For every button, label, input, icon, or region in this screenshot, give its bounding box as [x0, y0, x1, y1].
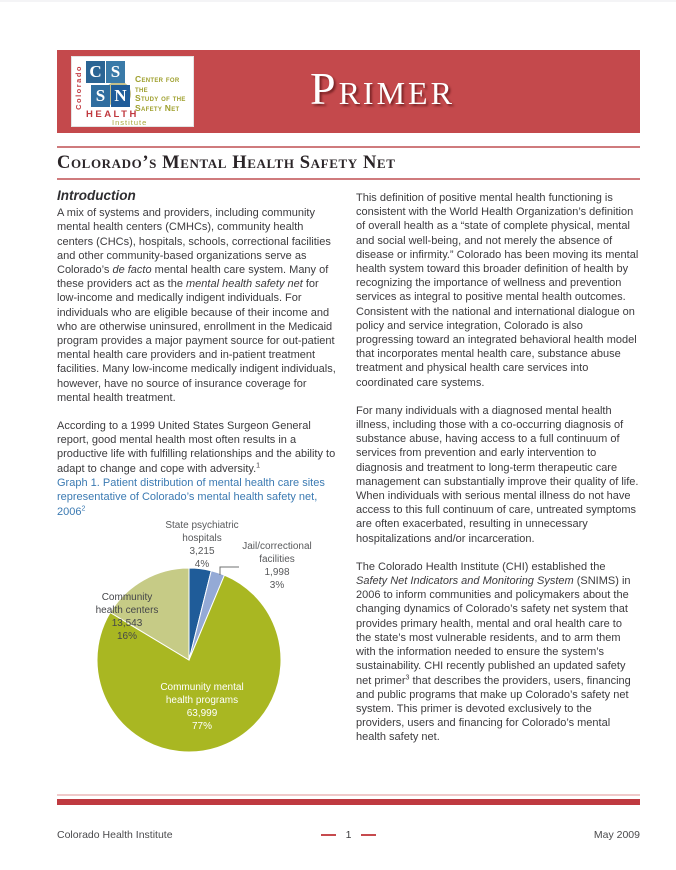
intro-paragraph-1: A mix of systems and providers, including community mental health centers (CMHCs), community health centers (CHCs), hospitals, schools, correctional facilities and other community-based organizations serve as Colorado’s de facto mental health care system. Many of these providers act as the mental health safety net for low-income and medically indigent individuals. For individuals who are eligible because of their income and who are otherwise uninsured, enrollment in the Medicaid program provides a major payment source for out-patient mental health care providers and in-patient treatment facilities. Many low-income medically indigent individuals, however, have no source of insurance coverage for mental health treatment.: [57, 207, 336, 404]
page-title: Colorado’s Mental Health Safety Net: [57, 153, 396, 173]
chi-cssn-logo: [72, 57, 193, 126]
left-column: [57, 189, 340, 794]
logo-letter-s1: S: [106, 61, 125, 83]
pie-slice-label: health programs: [165, 695, 239, 707]
patient-distribution-pie-chart: [57, 519, 339, 769]
pie-slice-label: 3%: [269, 580, 285, 592]
logo-letter-c: C: [86, 61, 105, 83]
logo-letter-n: N: [111, 85, 130, 107]
pie-slice-label: Community: [101, 592, 153, 604]
page-footer: [57, 829, 640, 841]
graph-1-caption: Graph 1. Patient distribution of mental health care sites representative of Colorado’s mental health safety net, 2006$^2$: [57, 476, 325, 518]
pie-slice-label: 1,998: [264, 567, 290, 579]
cssn-mark-icon: [85, 61, 131, 109]
logo-center-line: Safety Net: [135, 102, 180, 113]
body-paragraph-continuum: For many individuals with a diagnosed mental health illness, including those with a co-occurring diagnosis of substance abuse, having access to a full continuum of services from prevention and early intervention to diagnosis and treatment to long-term therapeutic care management can substantially improve their quality of life. When individuals with serious mental illness do not have access to this full continuum of care, untreated symptoms are often exacerbated, resulting in unnecessary hospitalizations and/or incarceration.: [356, 404, 639, 545]
logo-center-study-text: [135, 75, 193, 113]
footer-date: May 2009: [593, 829, 640, 841]
title-rule-bottom: [57, 178, 640, 180]
pie-slice-label: 77%: [191, 721, 213, 733]
footer-rule-thin: [57, 794, 640, 796]
pie-slice-label: 4%: [194, 559, 210, 571]
body-paragraph-who-definition: This definition of positive mental health functioning is consistent with the World Health Organization’s definition of overall health as a “state of complete physical, mental and social well-being, and not merely the absence of disease or infirmity.” Colorado has been moving its mental health system toward this broader definition of health by recognizing the importance of wellness and prevention services as integral to positive mental health outcomes. Consistent with the national and international dialogue on policy and service integration, Colorado is also progressing toward an integrated behavioral health model that incorporates mental health care, substance abuse treatment and physical health care services into coordinated care systems.: [356, 192, 639, 389]
footer-organization: Colorado Health Institute: [57, 829, 173, 841]
pie-slice-label: 3,215: [189, 546, 215, 558]
logo-institute-text: Institute: [112, 118, 148, 127]
logo-health-text: HEALTH: [86, 109, 139, 120]
pie-slice-label: facilities: [259, 554, 295, 566]
logo-colorado-vertical-text: Colorado: [74, 65, 83, 110]
page-number-dash-left: [321, 834, 336, 836]
page-number-dash-right: [361, 834, 376, 836]
pie-slice-label: 16%: [116, 631, 138, 643]
pie-slice-label: 13,543: [111, 618, 143, 630]
body-paragraph-chi-snims: The Colorado Health Institute (CHI) established the Safety Net Indicators and Monitoring System (SNIMS) in 2006 to inform communities and policymakers about the changing dynamics of Colorado’s safety net system that provides primary health, mental and oral health care to the state’s most vulnerable residents, and to arm them with the information needed to ensure the system’s sustainability. CHI recently published an updated safety net primer$^3$ that describes the providers, users, financing and public programs that make up Colorado’s safety net system. This primer is devoted exclusively to the providers, users and financing for Colorado’s mental health safety net.: [356, 560, 631, 744]
pie-slice-label: Jail/correctional: [242, 541, 312, 553]
page-number: [321, 829, 377, 841]
logo-center-line: Study of the: [135, 93, 186, 103]
pie-slice-label: hospitals: [182, 533, 222, 545]
footer-rule-thick: [57, 799, 640, 805]
logo-letter-s2: S: [91, 85, 110, 107]
introduction-heading: Introduction: [57, 189, 136, 203]
primer-banner-title: Primer: [310, 63, 455, 114]
title-rule-top: [57, 146, 640, 148]
primer-banner: [57, 50, 640, 133]
page-number-value: 1: [345, 829, 352, 841]
right-column: [356, 189, 639, 794]
pie-slice-label: 63,999: [186, 708, 218, 720]
logo-center-line: Center for the: [135, 74, 180, 94]
pie-slice-label: health centers: [95, 605, 159, 617]
pie-slice-label: Community mental: [160, 682, 244, 694]
two-column-body: [57, 189, 640, 794]
pie-slice-label: State psychiatric: [165, 520, 239, 532]
intro-paragraph-2: According to a 1999 United States Surgeon General report, good mental health most often results in a productive life with fulfilling relationships and the ability to adapt to change and cope with adversity.$^1$: [57, 420, 336, 475]
document-page: [0, 2, 676, 870]
jail-label-leader-line: [220, 567, 239, 575]
